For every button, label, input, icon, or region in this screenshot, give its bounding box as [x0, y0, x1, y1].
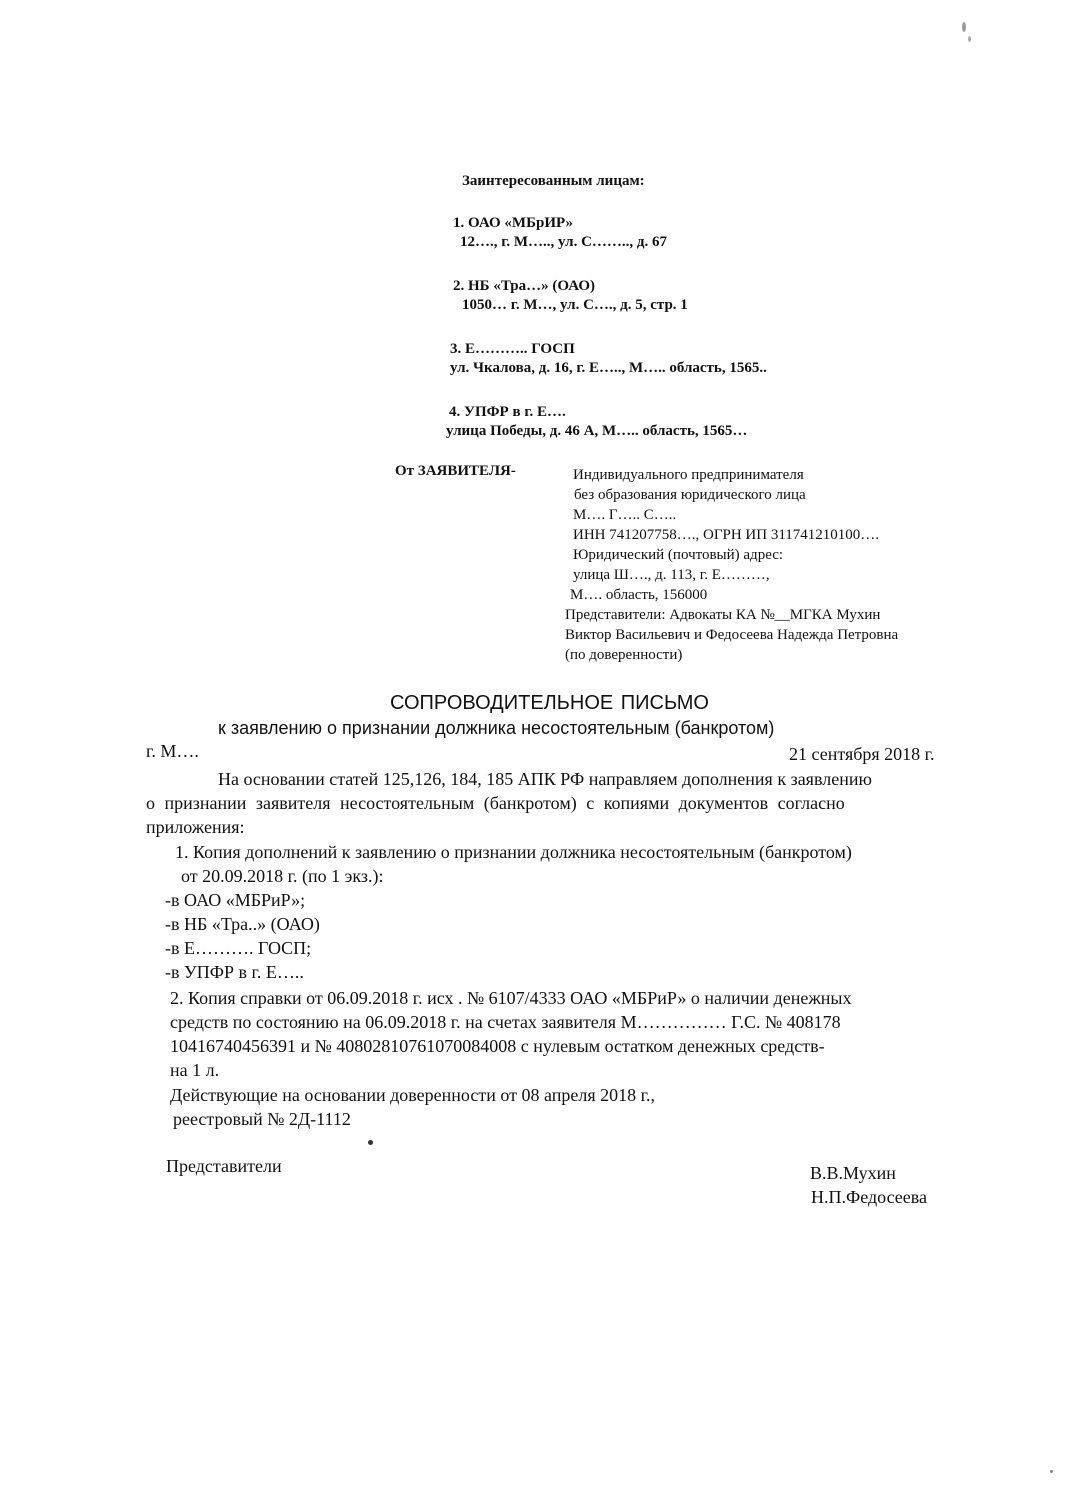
recipient-4 [446, 403, 747, 441]
recipient-address: улица Победы, д. 46 А, М….. область, 1565… [446, 422, 748, 439]
applicant-line: М…. Г….. С….. [573, 507, 677, 523]
intro-line: о признании заявителя несостоятельным (банкротом) с копиями документов согласно [146, 793, 845, 813]
item-line: от 20.09.2018 г. (по 1 экз.): [181, 866, 384, 886]
intro-line: приложения: [146, 817, 245, 837]
item-line: средств по состоянию на 06.09.2018 г. на счетах заявителя М…………… Г.С. № 408178 [170, 1012, 841, 1032]
item-line: 1. Копия дополнений к заявлению о признании должника несостоятельным (банкротом) [175, 842, 852, 862]
applicant-line: ИНН 741207758…., ОГРН ИП 311741210100…. [573, 527, 880, 543]
item-line: 2. Копия справки от 06.09.2018 г. исх . № 6107/4333 ОАО «МБРиР» о наличии денежных [170, 988, 852, 1008]
applicant-line: без образования юридического лица [574, 487, 806, 503]
signature-names [810, 1161, 927, 1209]
recipient-name: 3. Е……….. ГОСП [450, 341, 575, 357]
applicant-line: Виктор Васильевич и Федосеева Надежда Петровна [565, 627, 899, 643]
recipient-name: 2. НБ «Тра…» (ОАО) [453, 278, 596, 294]
applicant-line: Представители: Адвокаты КА №__МГКА Мухин [565, 607, 881, 623]
scan-speck [962, 22, 966, 32]
letter-subtitle: к заявлению о признании должника несостоятельным (банкротом) [218, 718, 775, 738]
authority-line: реестровый № 2Д-1112 [173, 1109, 351, 1129]
applicant-line: М…. область, 156000 [570, 587, 708, 603]
recipient-address: 12…., г. М….., ул. С…….., д. 67 [460, 233, 667, 250]
applicant-line: Индивидуального предпринимателя [573, 467, 804, 483]
recipient-2 [453, 277, 688, 315]
letter-title: СОПРОВОДИТЕЛЬНОЕ ПИСЬМО [390, 692, 709, 714]
letter-date: 21 сентября 2018 г. [789, 744, 935, 764]
signature-label: Представители [166, 1156, 282, 1176]
attachment-item-2 [170, 986, 851, 1082]
recipient-1 [453, 214, 667, 252]
letter-city: г. М…. [146, 741, 199, 761]
applicant-line: Юридический (почтовый) адрес: [573, 547, 784, 563]
item-line: на 1 л. [170, 1060, 220, 1080]
recipient-address: ул. Чкалова, д. 16, г. Е….., М….. область, 1565.. [450, 359, 767, 376]
attachment-item-1 [165, 840, 852, 888]
recipient-name: 1. ОАО «МБрИР» [453, 215, 574, 231]
signatory-name: Н.П.Федосеева [811, 1187, 928, 1207]
intro-line: На основании статей 125,126, 184, 185 АПК РФ направляем дополнения к заявлению [218, 769, 872, 789]
signatory-name: В.В.Мухин [810, 1163, 896, 1183]
scan-speck [368, 1140, 373, 1145]
list-item: -в Е………. ГОСП; [165, 938, 312, 958]
scan-speck [968, 36, 971, 42]
list-item: -в ОАО «МБРиР»; [165, 890, 306, 910]
item-line: 10416740456391 и № 40802810761070084008 с нулевым остатком денежных средств- [170, 1036, 825, 1056]
list-item: -в УПФР в г. Е….. [165, 962, 304, 982]
applicant-label: От ЗАЯВИТЕЛЯ- [395, 463, 516, 479]
authority-statement [170, 1083, 655, 1131]
attachment-recipient-list [165, 888, 320, 984]
recipient-address: 1050… г. М…, ул. С…., д. 5, стр. 1 [462, 296, 688, 313]
recipient-name: 4. УПФР в г. Е…. [449, 404, 566, 420]
applicant-line: улица Ш…., д. 113, г. Е………, [573, 567, 770, 583]
recipients-heading: Заинтересованным лицам: [462, 173, 645, 189]
recipient-3 [450, 340, 767, 378]
authority-line: Действующие на основании доверенности от 08 апреля 2018 г., [170, 1085, 655, 1105]
intro-paragraph [146, 767, 981, 839]
scan-speck [1050, 1470, 1053, 1473]
list-item: -в НБ «Тра..» (ОАО) [165, 914, 320, 934]
applicant-details [565, 465, 898, 665]
applicant-line: (по доверенности) [565, 647, 683, 663]
